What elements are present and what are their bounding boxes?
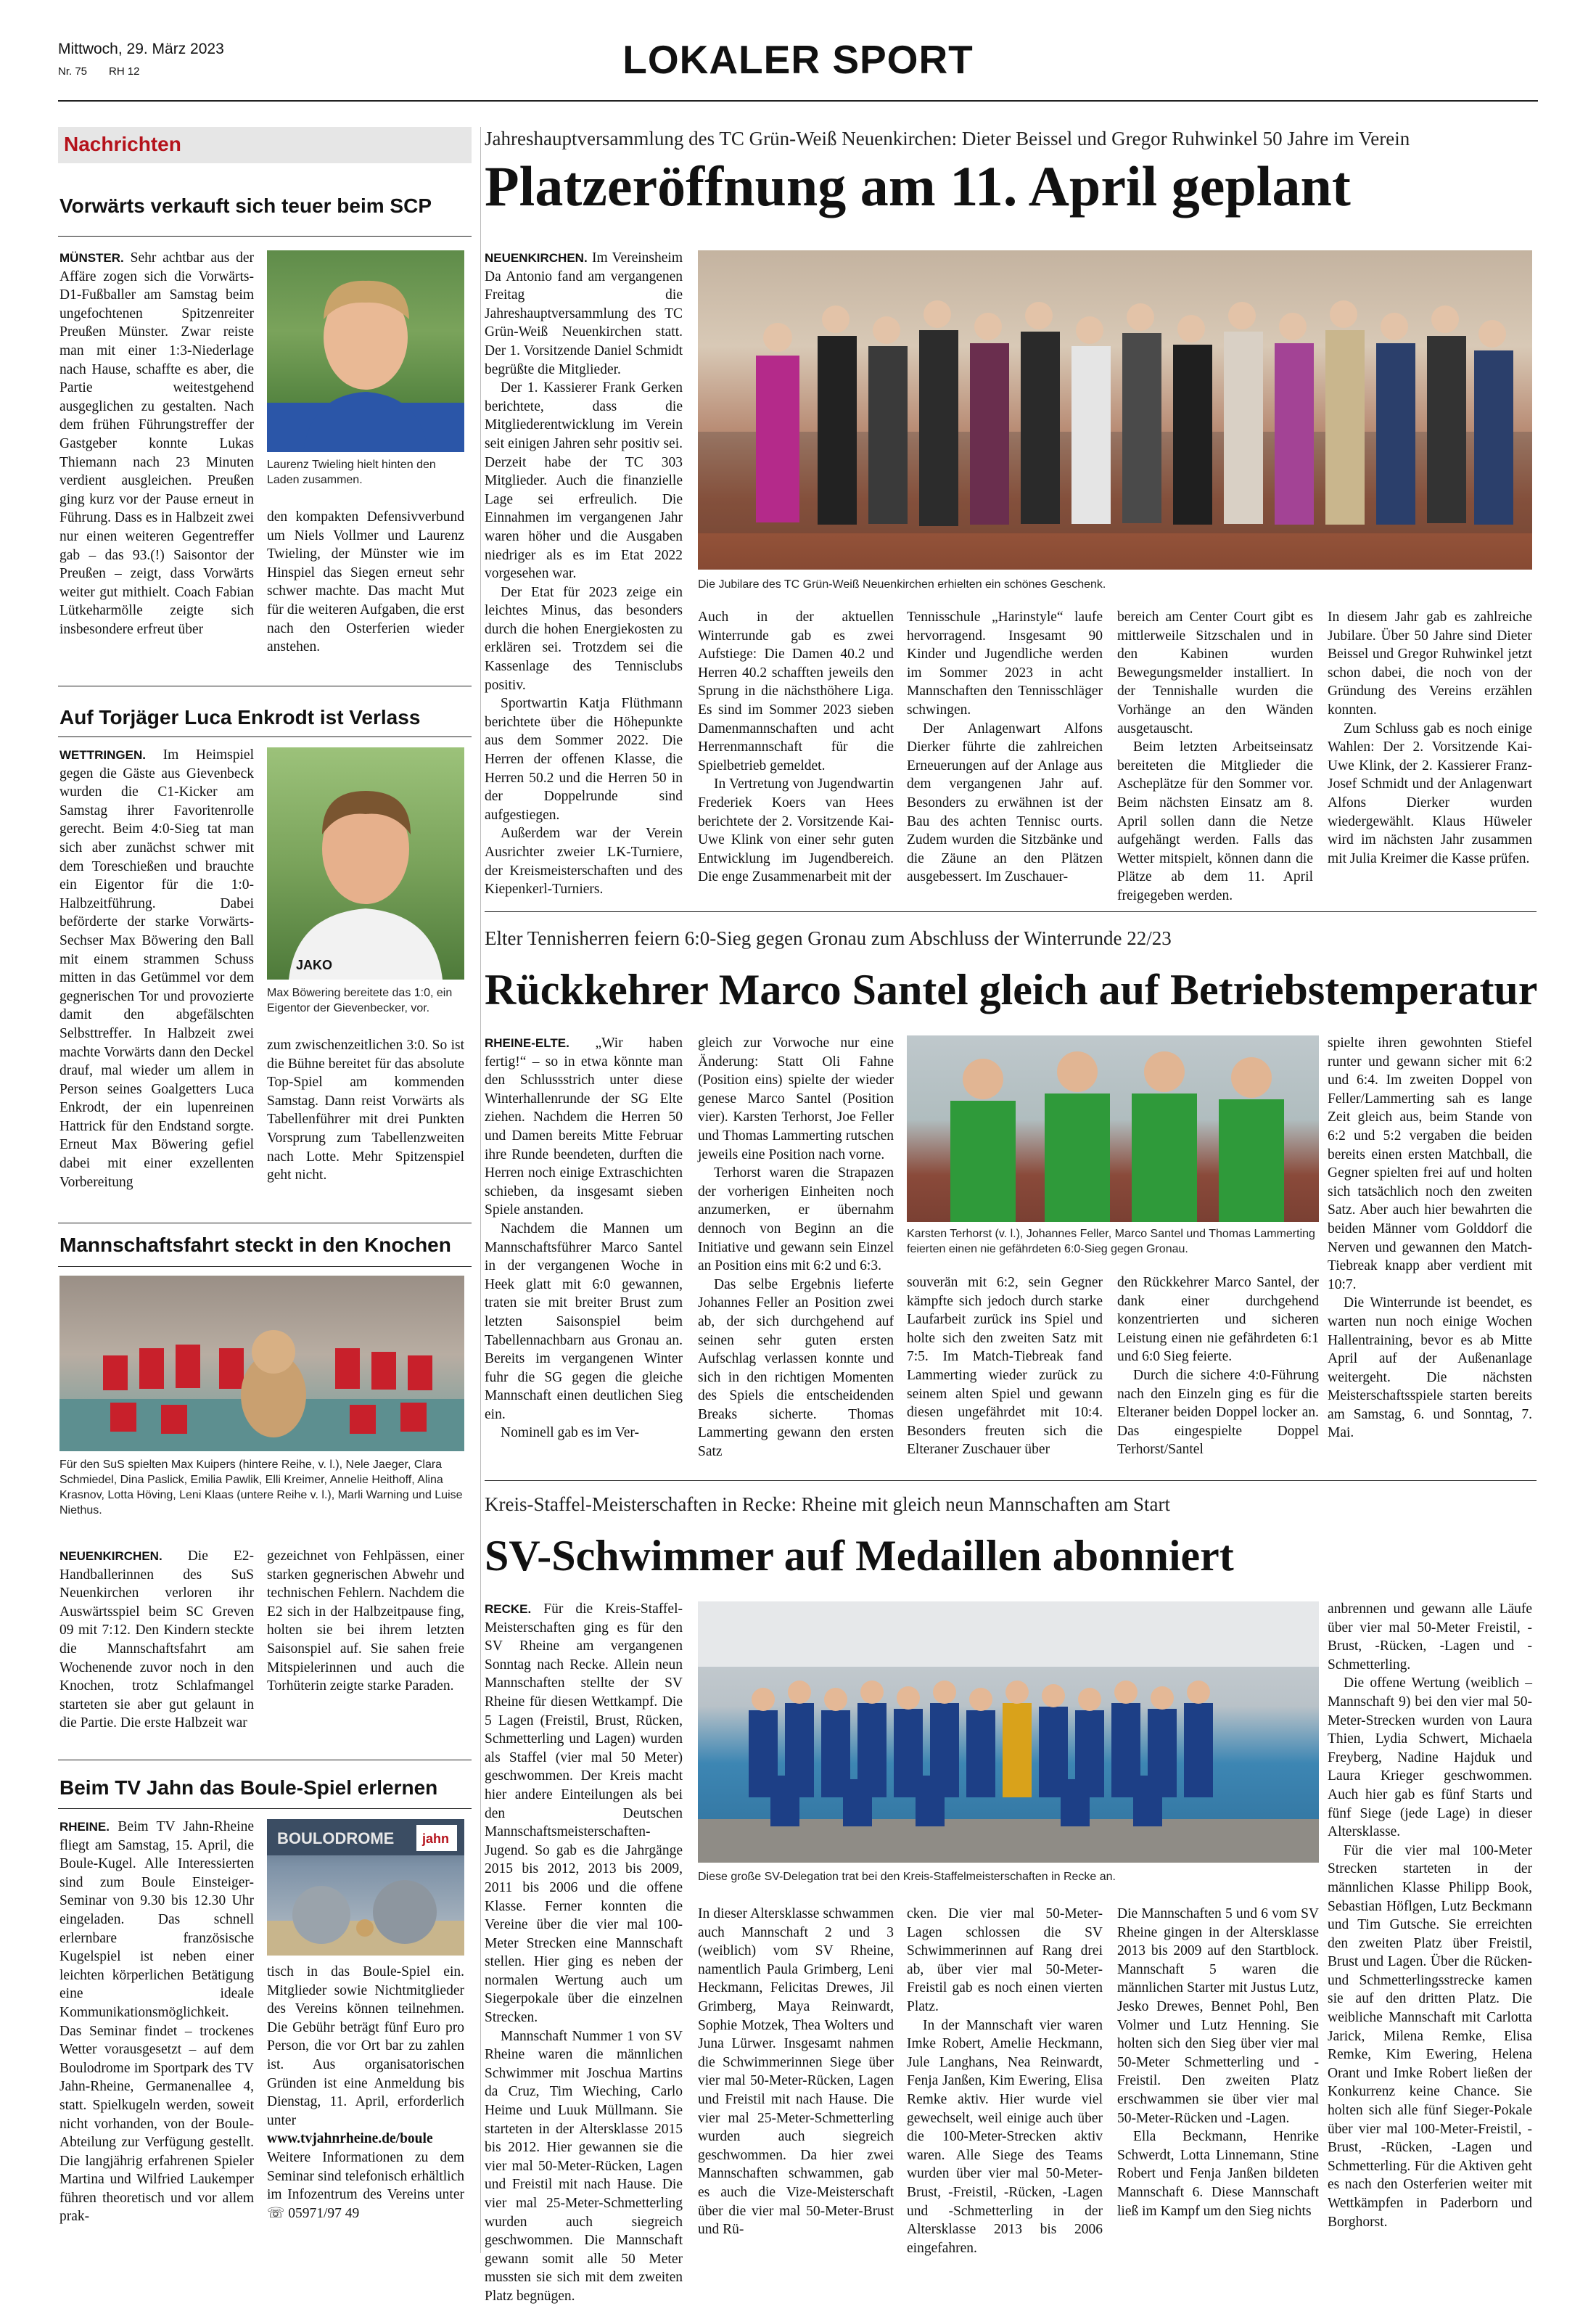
- story1-caption: Laurenz Twieling hielt hinten den Laden zusammen.: [267, 459, 436, 486]
- page-date: Mittwoch, 29. März 2023: [58, 41, 224, 57]
- article1-kicker: Jahreshauptversammlung des TC Grün-Weiß Neuenkirchen: Dieter Beissel und Gregor Ruhwinkel 50 Jahre im Verein: [485, 128, 1410, 149]
- handball-team-image: [59, 1276, 464, 1451]
- article2-col5: [1328, 1034, 1532, 1477]
- story3-dateline: NEUENKIRCHEN.: [59, 1549, 163, 1563]
- article1-col1-p3: Der Etat für 2023 zeige ein leichtes Minus, das besonders durch die hohen Energiekosten zu erklären sei. Trotzdem sei die Kassenlage des Tennisclubs positiv.: [485, 584, 683, 693]
- story4-col-b: [267, 1963, 464, 2253]
- story2-col-a: [59, 746, 254, 1196]
- swim-team-image: [698, 1601, 1319, 1863]
- article3-col4: [1117, 1905, 1319, 2253]
- article3-col2: [698, 1905, 894, 2253]
- article1-col2-p1: Auch in der aktuellen Winterrunde gab es zwei Aufstiege: Die Damen 40.2 und Herren 40.2 schafften jeweils den Sprung in die nächsthöhere Liga. Es sind im Sommer 2023 sieben Damenmannschaften und acht Herrenmannschaft für die Spielbetrieb gemeldet.: [698, 610, 894, 774]
- story3-col-a: [59, 1547, 254, 1743]
- story4-rule: [58, 1808, 472, 1809]
- article2-col5-p2: Die Winterrunde ist beendet, es warten nun noch einige Wochen Hallentraining, bevor es ab Mitte April auf der Außenanlage weitergeht. Die nächsten Meisterschaftsspiele starten bereits am Samstag, 6. und Sonntag, 7. Mai.: [1328, 1295, 1532, 1441]
- story1-headline: Vorwärts verkauft sich teuer beim SCP: [59, 194, 432, 217]
- article1-col5-p2: Zum Schluss gab es noch einige Wahlen: Der 2. Vorsitzende Kai-Uwe Klink, der 2. Kassierer Franz-Josef Schmidt und der Anlagenwart Alfons Dierker wurden wiedergewählt. Klaus Hüweler wird im nächsten Jahr zusammen mit Julia Kreimer die Kasse prüfen.: [1328, 721, 1532, 866]
- story3-headline: Mannschaftsfahrt steckt in den Knochen: [59, 1234, 451, 1256]
- story3-photo: [59, 1276, 464, 1451]
- article2-col4-p1: den Rückkehrer Marco Santel, der dank einer durchgehend konzentrierten und sicheren Leistung einen nie gefährdeten 6:1 und 6:0 Sieg feierte.: [1117, 1275, 1319, 1365]
- story2-photo: [267, 747, 464, 980]
- story4-web-link[interactable]: www.tvjahnrheine.de/boule: [267, 2131, 433, 2147]
- article3-col5-p1: anbrennen und gewann alle Läufe über vier mal 50-Meter Freistil, -Brust, -Rücken, -Lagen und -Schmetterling.: [1328, 1601, 1532, 1673]
- story4-phone: 05971/97 49: [288, 2205, 360, 2221]
- story2-text-b: zum zwischenzeitlichen 3:0. So ist die Bühne bereitet für das absolute Top-Spiel am kommenden Samstag. Dann reist Vorwärts als Tabellenführer mit drei Punkten Vorsprung zum Tabellenzweiten nach Lotte. Mehr Spitzenspiel geht nicht.: [267, 1038, 464, 1183]
- article3-col1-p1: Für die Kreis-Staffel-Meisterschaften ging es für den SV Rheine am vergangenen Sonntag nach Recke. Allein neun Mannschaften stellte der SV Rheine für diesen Wettkampf. Die 5 Lagen (Freistil, Brust, Rücken, Schmetterling und Lagen) wurden als Staffel (vier mal 50 Meter) geschwommen. Der Kreis macht hier andere Einteilungen als bei den Deutschen Mannschaftsmeisterschaften-Jugend. So gab es die Jahrgänge 2015 bis 2012, 2013 bis 2009, 2011 bis 2006 und die offene Klasse. Ferner konnten die Vereine über die vier mal 100-Meter Strecken eine Mannschaft stellen. Hier ging es neben der normalen Wertung auch um Siegerpokale über die einzelnen Strecken.: [485, 1601, 683, 2026]
- issue-number: Nr. 75: [58, 65, 88, 78]
- article3-photo: [698, 1601, 1319, 1863]
- sidebar-separator: [480, 127, 481, 2253]
- article2-bottom-rule: [485, 1480, 1537, 1481]
- boy-portrait-image: [267, 250, 464, 452]
- article2-col3: [907, 1273, 1103, 1477]
- article3-col4-p2: Ella Beckmann, Henrike Schwerdt, Lotta Linnemann, Stine Robert und Fenja Janßen bildeten Mannschaft 6. Diese Mannschaft ließ im Kampf um den Sieg nichts: [1117, 2129, 1319, 2219]
- article1-col1-p4: Sportwartin Katja Flüthmann berichtete über die Höhepunkte aus dem Sommer 2022. Die Herren der offenen Klasse, die Herren 50.2 und die Herren 50 in der Doppelrunde sind aufgestiegen.: [485, 696, 683, 823]
- article1-col3-p1: Tennisschule „Harinstyle“ laufe hervorragend. Insgesamt 90 Kinder und Jugendliche werden im Sommer 2023 in acht Mannschaften den Tennisschläger schwingen.: [907, 610, 1103, 718]
- article3-dateline: RECKE.: [485, 1602, 532, 1616]
- article3-col4-p1: Die Mannschaften 5 und 6 vom SV Rheine gingen in der Altersklasse 2013 bis 2009 auf den Startblock. Mannschaft 5 waren die männlichen Starter mit Justus Lutz, Jesko Drewes, Bennet Pohl, Ben Volmer und Lutz Henning. Sie holten sich den Sieg über vier mal 50-Meter Schmetterling und -Freistil. Den zweiten Platz erschwammen sie über vier mal 50-Meter-Rücken und -Lagen.: [1117, 1906, 1319, 2126]
- article1-photo: [698, 250, 1532, 570]
- article1-col2: [698, 608, 894, 902]
- story2-text-a: Im Heimspiel gegen die Gäste aus Gievenbeck wurden die C1-Kicker am Samstag ihrer Favoritenrolle gerecht. Beim 4:0-Sieg tat man sich aber zunächst schwer mit dem Toreschießen und brauchte ein Eigentor für die 1:0-Halbzeitführung. Dabei beförderte der starke Vorwärts-Sechser Max Böwering den Ball mit einem strammen Schuss mitten in das Getümmel vor dem gegnerischen Tor und provozierte damit den abgefälschten Selbsttreffer. In Halbzeit zwei machte Vorwärts dann den Deckel drauf, mal wieder um allem in Person seines Goalgetters Luca Enkrodt, der ein lupenreinen Hattrick für den Endstand sorgte. Erneut Max Böwering gefiel dabei mit einer exzellenten Vorbereitung: [59, 747, 254, 1190]
- shirt-logo: JAKO: [296, 958, 333, 972]
- story2-dateline: WETTRINGEN.: [59, 748, 146, 762]
- article3-col3: [907, 1905, 1103, 2256]
- story4-text-a: Beim TV Jahn-Rheine fliegt am Samstag, 15. April, die Boule-Kugel. Alle Interessierten sind zum Boule Einsteiger-Seminar von 9.30 bis 12.30 Uhr eingeladen. Das schnell erlernbare französische Kugelspiel ist neben einer leichten körperlichen Betätigung eine ideale Kommunikationsmöglichkeit. Das Seminar findet – trockenes Wetter vorausgesetzt – auf dem Boulodrome im Sportpark des TV Jahn-Rheine, Germanenallee 4, statt. Spielkugeln werden, soweit nicht vorhanden, von der Boule-Abteilung zur Verfügung gestellt. Die langjährig erfahrenen Spieler Martina und Wilfried Laukemper führen theoretisch und vor allem prak-: [59, 1819, 254, 2225]
- section-title: LOKALER SPORT: [622, 37, 974, 82]
- article3-col5: [1328, 1600, 1532, 2253]
- article2-col2-p2: Terhorst waren die Strapazen der vorherigen Einheiten noch anzumerken, er übernahm dennoch von Beginn an die Initiative und gewann sein Einzel an Position eins mit 6:2 und 6:3.: [698, 1165, 894, 1274]
- article2-col1: [485, 1034, 683, 1477]
- story3-text-a: Die E2-Handballerinnen des SuS Neuenkirchen verloren ihr Auswärtsspiel beim SC Greven 09 mit 7:12. Den Kindern steckte die Mannschaftsfahrt am Wochenende zuvor noch in den Knochen, trotz Schlafmangel starteten sie aber gut gelaunt in die Partie. Die erste Halbzeit war: [59, 1548, 254, 1731]
- article2-kicker: Elter Tennisherren feiern 6:0-Sieg gegen Gronau zum Abschluss der Winterrunde 22/23: [485, 927, 1172, 949]
- article2-col5-p1: spielte ihren gewohnten Stiefel runter und gewann sicher mit 6:2 und 6:4. Im zweiten Doppel von Feller/Lammerting sah es lange Zeit gleich aus, beim Stande von 6:2 und 5:2 vergaben die beiden bereits einen ersten Matchball, die Gegner spielten frei auf und holten sich tatsächlich noch den zweiten Satz. Aber auch hier bewahrten die beiden Männer vom Golddorf die Nerven und gewannen den Match-Tiebreak knapp aber verdient mit 10:7.: [1328, 1035, 1532, 1292]
- boy-jersey-image: [267, 747, 464, 980]
- tennis-players-image: [907, 1035, 1319, 1222]
- article1-col4-p1: bereich am Center Court gibt es mittlerweile Sitzschalen und in den Kabinen wurden Bewegungsmelder installiert. In der Tennishalle wurden die Vorhänge an den Wänden ausgetauscht.: [1117, 610, 1313, 736]
- article3-col3-p2: In der Mannschaft vier waren Imke Robert, Amelie Heckmann, Jule Langhans, Nea Reinwardt, Fenja Janßen, Kim Ewering, Elisa Remke aktiv. Hier wurde viel gewechselt, weil einige auch über die 100-Meter-Strecken aktiv waren. Alle Siege des Teams wurden über vier mal 50-Meter-Brust, -Freistil, -Rücken, -Lagen und -Schmetterling in der Altersklasse 2013 bis 2006 eingefahren.: [907, 2017, 1103, 2256]
- jahn-logo: jahn: [422, 1831, 450, 1846]
- article2-caption: Karsten Terhorst (v. l.), Johannes Feller, Marco Santel und Thomas Lammerting feierten einen nie gefährdeten 6:0-Sieg gegen Gronau.: [907, 1228, 1315, 1255]
- article2-col2-p1: gleich zur Vorwoche nur eine Änderung: Statt Oli Fahne (Position eins) spielte der wieder genese Marco Santel (Position vier). Karsten Terhorst, Joe Feller und Thomas Lammerting rutschen jeweils eine Position nach vorne.: [698, 1035, 894, 1162]
- article3-col1: [485, 1600, 683, 2304]
- article1-headline: Platzeröffnung am 11. April geplant: [485, 155, 1351, 218]
- story1-photo: [267, 250, 464, 452]
- article3-col1-p2: Mannschaft Nummer 1 von SV Rheine waren die männlichen Schwimmer mit Joschua Martins da Cruz, Tim Wieching, Carlo Heime und Luuk Müllmann. Sie starteten in der Altersklasse 2015 bis 2012. Hier gewannen sie die vier mal 50-Meter-Rücken, Lagen und Freistil mit nach Hause. Die vier mal 25-Meter-Schmetterling wurden auch siegreich geschwommen. Die Mannschaft gewann somit alle 50 Meter mussten sie sich mit dem zweiten Platz begnügen.: [485, 2028, 683, 2304]
- header-rule: [58, 100, 1538, 102]
- article3-headline: SV-Schwimmer auf Medaillen abonniert: [485, 1532, 1234, 1580]
- story2-rule: [58, 736, 472, 737]
- story2-headline: Auf Torjäger Luca Enkrodt ist Verlass: [59, 706, 421, 729]
- article1-col4: [1117, 608, 1313, 902]
- article1-dateline: NEUENKIRCHEN.: [485, 251, 588, 265]
- article1-col1-p5: Außerdem war der Verein Ausrichter zweier LK-Turniere, der Kreismeisterschaften und des Kiepenkerl-Turniers.: [485, 826, 683, 898]
- boulodrome-banner: BOULODROME: [277, 1829, 395, 1847]
- article2-dateline: RHEINE-ELTE.: [485, 1036, 569, 1050]
- article1-caption: Die Jubilare des TC Grün-Weiß Neuenkirchen erhielten ein schönes Geschenk.: [698, 578, 1106, 591]
- article2-col2-p3: Das selbe Ergebnis lieferte Johannes Feller an Position zwei ab, der sich durchgehend auf seinen sehr guten ersten Aufschlag verlassen konnte und sich in den richtigen Momenten des Spiels die entscheidenden Breaks sicherte. Thomas Lammerting gewann den ersten Satz: [698, 1276, 894, 1460]
- story1-text-b: den kompakten Defensivverbund um Niels Vollmer und Laurenz Twieling, der Münster wie im Hinspiel das Siegen erneut sehr schwer machte. Das macht Mut für die weiteren Aufgaben, die erst nach den Osterferien wieder anstehen.: [267, 509, 464, 655]
- story3-text-b: gezeichnet von Fehlpässen, einer starken gegnerischen Abwehr und technischen Fehlern. Nachdem die E2 sich in der Halbzeitpause fing, holten sie bei ihrem letzten Saisonspiel auf. Sie sahen freie Mitspielerinnen und auch die Torhüterin zeigte starke Paraden.: [267, 1548, 464, 1694]
- story1-rule: [58, 236, 472, 237]
- article2-col1-p1: „Wir haben fertig!“ – so in etwa könnte man den Schlussstrich unter diese Winterhallenrunde der SG Elte ziehen. Nachdem die Herren 50 und Damen bereits Mitte Februar ihre Runde beendeten, durften die Herren noch einige Extraschichten schieben, da insgesamt sieben Spiele anstanden.: [485, 1035, 683, 1218]
- article2-col4-p2: Durch die sichere 4:0-Führung nach den Einzeln ging es für die Elteraner beiden Doppel locker an. Das eingespielte Doppel Terhorst/Santel: [1117, 1367, 1319, 1458]
- article3-caption: Diese große SV-Delegation trat bei den Kreis-Staffelmeisterschaften in Recke an.: [698, 1871, 1116, 1883]
- boule-balls-image: [267, 1819, 464, 1956]
- story1-dateline: MÜNSTER.: [59, 251, 124, 265]
- phone-icon: ☏: [267, 2205, 285, 2221]
- article1-col2-p2: In Vertretung von Jugendwartin Frederiek Koers van Hees berichtete der 2. Vorsitzende Kai-Uwe Klink von einer sehr guten Entwicklung im Jugendbereich. Die enge Zusammenarbeit mit der: [698, 776, 894, 885]
- article2-col1-p2: Nachdem die Mannen um Mannschaftsführer Marco Santel in der vergangenen Woche in Heek glatt mit 6:0 gewannen, traten sie mit breiter Brust zum letzten Saisonspiel beim Tabellennachbarn aus Gronau an. Bereits im vergangenen Winter fuhr die SG gegen die gleiche Mannschaft einen deutlichen Sieg ein.: [485, 1220, 683, 1422]
- story2-caption: Max Böwering bereitete das 1:0, ein Eigentor der Gievenbecker, vor.: [267, 987, 453, 1014]
- story3-caption: Für den SuS spielten Max Kuipers (hintere Reihe, v. l.), Nele Jaeger, Clara Schmiedel, Dina Paslick, Emilia Pawlik, Elli Kreimer, Annelie Heithoff, Alina Krasnov, Lotta Höving, Leni Klaas (untere Reihe v. l.), Marli Warning und Luise Niethus.: [59, 1458, 463, 1517]
- article2-col3-p1: souverän mit 6:2, sein Gegner kämpfte sich jedoch durch starke Laufarbeit zurück ins Spiel und holte sich den zweiten Satz mit 7:5. Im Match-Tiebreak fand Lammerting wieder zurück zu seinem alten Spiel und gewann diesen ungefährdet mit 10:4. Besonders freuten sich die Elteraner Zuschauer über: [907, 1275, 1103, 1458]
- article2-col2: [698, 1034, 894, 1477]
- edition-code: RH 12: [109, 65, 140, 78]
- article2-col1-p3: Nominell gab es im Ver-: [501, 1425, 639, 1441]
- sidebar-label: Nachrichten: [64, 133, 181, 155]
- club-jubilee-group-image: [698, 250, 1532, 570]
- article3-kicker: Kreis-Staffel-Meisterschaften in Recke: Rheine mit gleich neun Mannschaften am Start: [485, 1493, 1170, 1515]
- article1-col1: [485, 249, 683, 902]
- article2-col4: [1117, 1273, 1319, 1477]
- story4-text-c: Weitere Informationen zu dem Seminar sind telefonisch erhältlich im Infozentrum des Vereins unter: [267, 2149, 464, 2203]
- story1-col-b: [267, 508, 464, 668]
- story1-text-a: Sehr achtbar aus der Affäre zogen sich die Vorwärts-D1-Fußballer am Samstag beim ungefochtenen Spitzenreiter Preußen Münster. Zwar reiste man mit einer 1:3-Niederlage nach Hause, schaffte es aber, die Partie weitestgehend ausgeglichen zu gestalten. Nach dem frühen Führungstreffer der Gastgeber konnte Lukas Thiemann nach 23 Minuten verdient ausgleichen. Preußen ging kurz vor der Pause erneut in Führung. Dass es in Halbzeit zwei nur einen weiteren Gegentreffer gab – das 93.(!) Saisontor der Preußen – zeigt, dass Vorwärts weiter gut mithielt. Coach Fabian Lütkeharmölle zeigte sich insbesondere erfreut über: [59, 250, 255, 637]
- story4-dateline: RHEINE.: [59, 1820, 110, 1834]
- story4-text-b: tisch in das Boule-Spiel ein. Mitglieder sowie Nichtmitglieder des Vereins können teilnehmen. Die Gebühr beträgt fünf Euro pro Person, die vor Ort bar zu zahlen ist. Aus organisatorischen Gründen ist eine Anmeldung bis Dienstag, 11. April, erforderlich unter: [267, 1964, 464, 2128]
- story4-col-a: [59, 1818, 254, 2253]
- story4-photo: [267, 1819, 464, 1956]
- article3-col2-p1: In dieser Altersklasse schwammen auch Mannschaft 2 und 3 (weiblich) vom SV Rheine, namentlich Paula Grimberg, Leni Heckmann, Felicitas Drewes, Jil Grimberg, Maya Reinwardt, Sophie Motzek, Thea Wolters und Juna Lürwer. Insgesamt nahmen die Schwimmerinnen Siege über vier mal 50-Meter-Rücken, Lagen und Freistil mit nach Hause. Die vier mal 25-Meter-Schmetterling wurden auch siegreich geschwommen. Da hier zwei Mannschaften schwammen, gab es auch die Vize-Meisterschaft über die vier mal 50-Meter-Brust und Rü-: [698, 1906, 894, 2238]
- story1-col-a: [59, 249, 254, 662]
- story3-rule: [58, 1266, 472, 1267]
- article2-headline: Rückkehrer Marco Santel gleich auf Betriebstemperatur: [485, 966, 1538, 1014]
- story3-col-b: [267, 1547, 464, 1743]
- story4-headline: Beim TV Jahn das Boule-Spiel erlernen: [59, 1776, 438, 1799]
- article1-col1-p2: Der 1. Kassierer Frank Gerken berichtete, dass die Mitgliederentwicklung im Verein seit einigen Jahren sehr positiv sei. Derzeit habe der TC 303 Mitglieder. Auch die finanzielle Lage sei erfreulich. Die Einnahmen im vergangenen Jahr waren höher und die Ausgaben niedriger als es im Etat 2022 vorgesehen war.: [485, 380, 683, 582]
- article1-col4-p2: Beim letzten Arbeitseinsatz bereiteten die Mitglieder die Ascheplätze für den Sommer vor. Beim nächsten Einsatz am 8. April sollen dann die Netze aufgehängt werden. Falls das Wetter mitspielt, können dann die Plätze ab dem 11. April freigegeben werden.: [1117, 739, 1313, 903]
- article1-bottom-rule: [485, 911, 1537, 912]
- article3-col3-p1: cken. Die vier mal 50-Meter-Lagen schlossen die SV Schwimmerinnen auf Rang drei ab, über vier mal 50-Meter-Freistil gab es noch einen vierten Platz.: [907, 1906, 1103, 2014]
- article2-photo: [907, 1035, 1319, 1222]
- article1-col5: [1328, 608, 1532, 902]
- article1-col5-p1: In diesem Jahr gab es zahlreiche Jubilare. Über 50 Jahre sind Dieter Beissel und Gregor Ruhwinkel jetzt schon dabei, die noch von der Gründung des Vereins erzählen konnten.: [1328, 610, 1532, 718]
- article1-col1-p1: Im Vereinsheim Da Antonio fand am vergangenen Freitag die Jahreshauptversammlung des TC Grün-Weiß Neuenkirchen statt. Der 1. Vorsitzende Daniel Schmidt begrüßte die Mitglieder.: [485, 250, 683, 377]
- article1-col3-p2: Der Anlagenwart Alfons Dierker führte die zahlreichen Erneuerungen auf der Anlage aus dem vergangenen Jahr auf. Besonders zu erwähnen ist der Bau des achten Tennisc ourts. Zudem wurden die Sitzbänke und die Zäune an den Plätzen ausgebessert. Im Zuschauer-: [907, 721, 1103, 885]
- story2-col-b: [267, 1036, 464, 1196]
- article3-col5-p2: Die offene Wertung (weiblich – Mannschaft 9) bei den vier mal 50-Meter-Strecken wurden von Laura Thien, Lydia Schwert, Michaela Freyberg, Nadine Hajduk und Laura Krieger geschwommen. Auch hier gab es fünf Starts und fünf Siege (jede Lage) in dieser Altersklasse.: [1328, 1675, 1532, 1840]
- article3-col5-p3: Für die vier mal 100-Meter Strecken starteten in der männlichen Klasse Philipp Book, Sebastian Höflgen, Lutz Beckmann und Tim Gutsche. Sie erreichten den zweiten Platz über Freistil, Brust und Lagen. Über die Rücken- und Schmetterlingsstrecke kamen sie auf den dritten Platz. Die weibliche Mannschaft mit Carlotta Jarick, Milena Remke, Elisa Remke, Kim Ewering, Helena Orant und Imke Robert ließen der Konkurrenz keine Chance. Sie holten sich alle fünf Sieger-Pokale über vier mal 100-Meter-Freistil, -Brust, -Rücken, -Lagen und Schmetterling. Für die Aktiven geht es nach den Osterferien weiter mit Wettkämpfen in Paderborn und Borghorst.: [1328, 1842, 1532, 2230]
- article1-col3: [907, 608, 1103, 902]
